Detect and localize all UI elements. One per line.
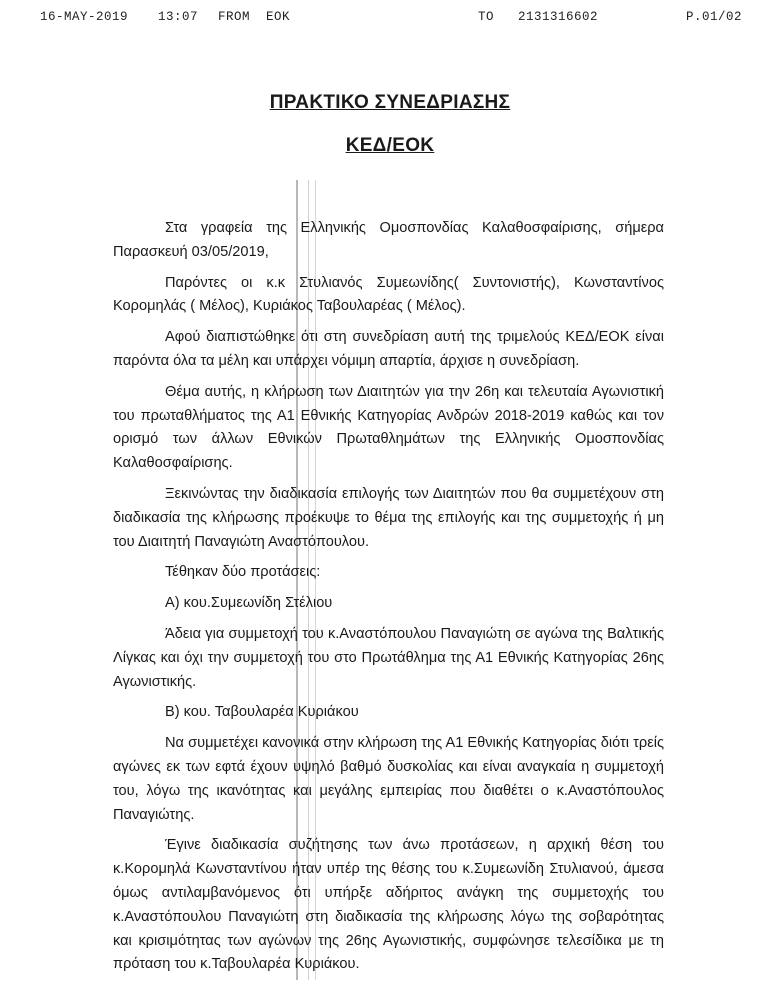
document-title: ΠΡΑΚΤΙΚΟ ΣΥΝΕΔΡΙΑΣΗΣ (269, 92, 511, 113)
proposal-b-heading: Β) κου. Ταβουλαρέα Κυριάκου (165, 704, 359, 721)
fax-sender: FROM EOK (218, 10, 291, 24)
fax-header (40, 10, 742, 28)
fax-page-number: P.01/02 (685, 10, 742, 24)
fax-time: 13:07 (158, 10, 199, 24)
proposal-b-text: Να συμμετέχει κανονικά στην κλήρωση της Α1 Εθνικής Κατηγορίας διότι τρείς αγώνες εκ των εφτά έχουν υψηλό βαθμό δυσκολίας και είναι αναγκαία η συμμετοχή του, λόγω της ικανότητας και μεγάλης εμπειρίας που διαθέτει ο κ.Αναστόπουλος Παναγιώτης. (113, 735, 664, 823)
fax-date: 16-MAY-2019 (40, 10, 129, 24)
fax-recipient: TO 2131316602 (478, 10, 599, 24)
paragraph-discussion: Έγινε διαδικασία συζήτησης των άνω προτάσεων, η αρχική θέση του κ.Κορομηλά Κωνσταντίνου ήταν υπέρ της θέσης του κ.Συμεωνίδη Στυλιανού, άμεσα όμως αντιλαμβανόμενος ότι υπήρξε αδήριτος ανάγκη της συμμετοχής του κ.Αναστόπουλου Παναγιώτη στη διαδικασία της κλήρωσης λόγω της σοβαρότητας και κρισιμότητας των αγώνων της 26ης Αγωνιστικής, συμφώνησε τελεσίδικα με τη πρόταση του κ.Ταβουλαρέα Κυριάκου. (113, 837, 664, 973)
document-subtitle: ΚΕΔ/ΕΟΚ (345, 135, 435, 156)
paragraph-subject: Θέμα αυτής, η κλήρωση των Διαιτητών για την 26η και τελευταία Αγωνιστική του πρωταθλήματος της Α1 Εθνικής Κατηγορίας Ανδρών 2018-2019 καθώς και τον ορισμό των άλλων Εθνικών Πρωταθλημάτων της Ελληνικής Ομοσπονδίας Καλαθοσφαίρισης. (113, 383, 664, 472)
paragraph-intro: Στα γραφεία της Ελληνικής Ομοσπονδίας Καλαθοσφαίρισης, σήμερα Παρασκευή 03/05/2019, (113, 220, 664, 260)
proposal-a-text: Άδεια για συμμετοχή του κ.Αναστόπουλου Παναγιώτη σε αγώνα της Βαλτικής Λίγκας και όχι την συμμετοχή του στο Πρωτάθλημα της Α1 Εθνικής Κατηγορίας 26ης Αγωνιστικής. (113, 625, 664, 690)
paragraph-quorum: Αφού διαπιστώθηκε ότι στη συνεδρίαση αυτή της τριμελούς ΚΕΔ/ΕΟΚ είναι παρόντα όλα τα μέλη και υπάρχει νόμιμη απαρτία, άρχισε η συνεδρίαση. (113, 329, 664, 369)
paragraph-procedure: Ξεκινώντας την διαδικασία επιλογής των Διαιτητών που θα συμμετέχουν στη διαδικασία της κλήρωσης προέκυψε το θέμα της επιλογής και της συμμετοχής ή μη του Διαιτητή Παναγιώτη Αναστόπουλου. (113, 485, 664, 550)
paragraph-proposals-intro: Τέθηκαν δύο προτάσεις: (165, 564, 321, 581)
paragraph-attendees: Παρόντες οι κ.κ Στυλιανός Συμεωνίδης( Συντονιστής), Κωνσταντίνος Κορομηλάς ( Μέλος), Κυριάκος Ταβουλαρέας ( Μέλος). (113, 274, 664, 315)
document-body (113, 217, 664, 977)
proposal-a-heading: Α) κου.Συμεωνίδη Στέλιου (165, 595, 333, 612)
